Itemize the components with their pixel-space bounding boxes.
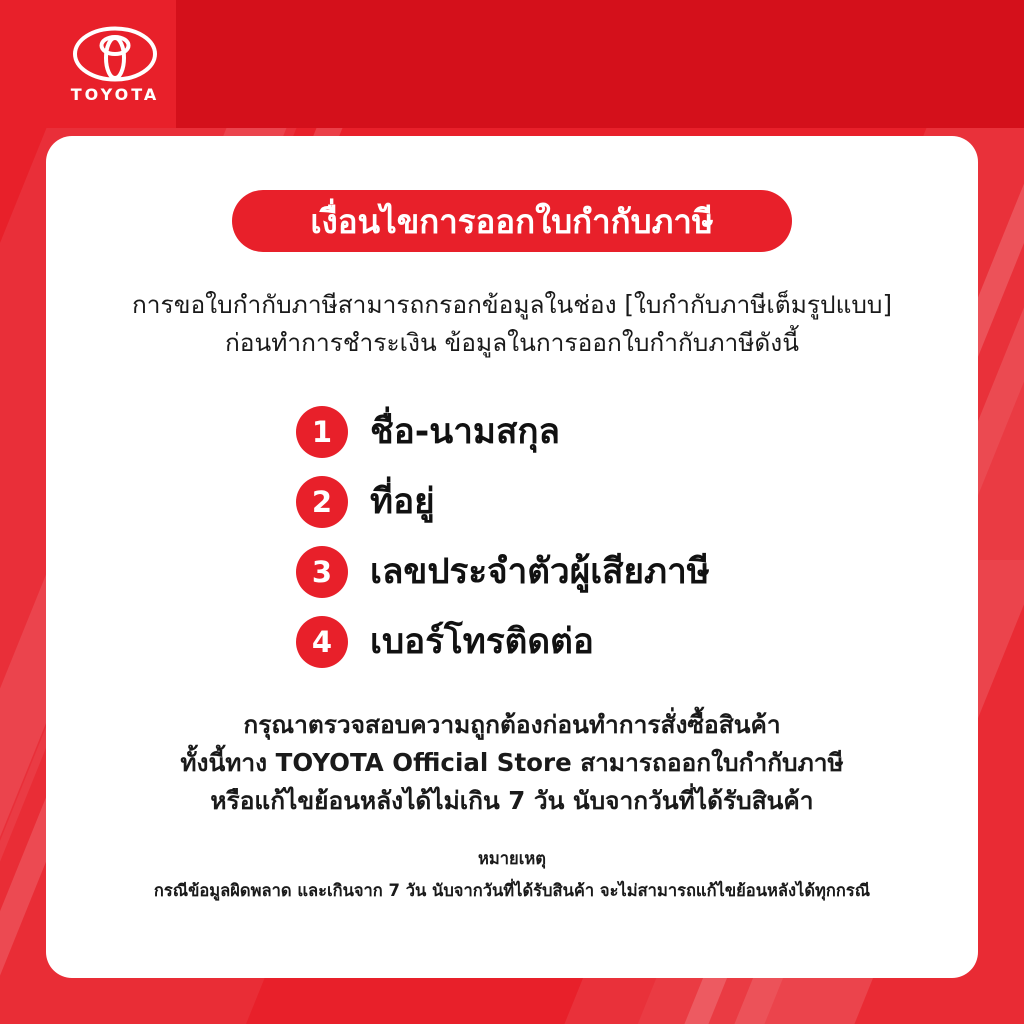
list-item-label: เบอร์โทรติดต่อ	[370, 621, 594, 662]
list-item	[296, 476, 934, 528]
intro-text	[90, 286, 934, 362]
toyota-wordmark: TOYOTA	[70, 85, 160, 104]
list-number-badge: 4	[296, 616, 348, 668]
list-number-badge: 3	[296, 546, 348, 598]
intro-line-2: ก่อนทำการชำระเงิน ข้อมูลในการออกใบกำกับภาษีดังนี้	[224, 327, 800, 357]
remark-title: หมายเหตุ	[478, 848, 546, 868]
list-item	[296, 406, 934, 458]
list-number-badge: 2	[296, 476, 348, 528]
page-title: เงื่อนไขการออกใบกำกับภาษี	[232, 190, 792, 252]
toyota-logo	[60, 26, 170, 104]
footer-line-2: ทั้งนี้ทาง TOYOTA Official Store สามารถออกใบกำกับภาษี	[180, 747, 844, 777]
list-item-label: เลขประจำตัวผู้เสียภาษี	[370, 551, 710, 592]
intro-line-1: การขอใบกำกับภาษีสามารถกรอกข้อมูลในช่อง [ใบกำกับภาษีเต็มรูปแบบ]	[131, 290, 893, 319]
list-item-label: ที่อยู่	[370, 481, 435, 522]
content-card	[46, 136, 978, 978]
toyota-ellipses-icon	[60, 26, 170, 82]
list-item	[296, 616, 934, 668]
requirements-list	[90, 406, 934, 668]
list-item-label: ชื่อ-นามสกุล	[370, 411, 560, 452]
list-item	[296, 546, 934, 598]
footer-note	[90, 706, 934, 820]
list-number-badge: 1	[296, 406, 348, 458]
footer-line-3: หรือแก้ไขย้อนหลังได้ไม่เกิน 7 วัน นับจากวันที่ได้รับสินค้า	[210, 785, 814, 815]
remark-body: กรณีข้อมูลผิดพลาด และเกินจาก 7 วัน นับจากวันที่ได้รับสินค้า จะไม่สามารถแก้ไขย้อนหลังได้ทุกกรณี	[153, 880, 871, 900]
footer-line-1: กรุณาตรวจสอบความถูกต้องก่อนทำการสั่งซื้อสินค้า	[243, 709, 781, 739]
